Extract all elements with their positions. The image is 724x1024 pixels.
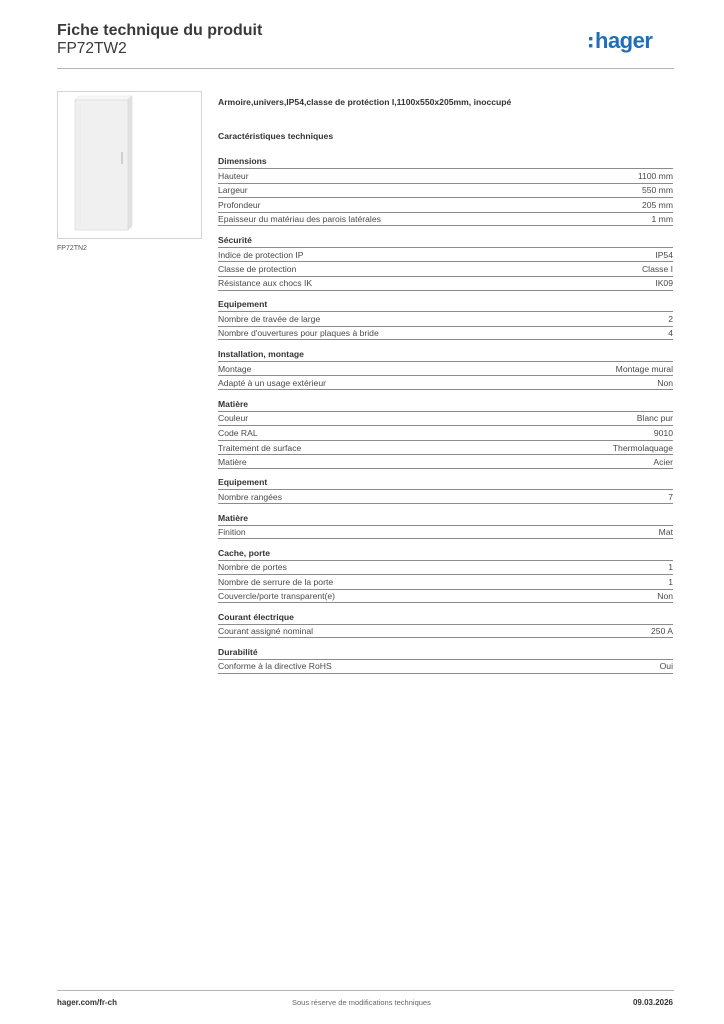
section-title: Equipement <box>218 299 268 310</box>
spec-section <box>218 647 673 674</box>
spec-label: Traitement de surface <box>218 442 302 453</box>
image-caption: FP72TN2 <box>57 245 87 252</box>
spec-value: Acier <box>653 456 673 467</box>
spec-value: 4 <box>668 328 673 339</box>
spec-section <box>218 156 673 226</box>
spec-label: Hauteur <box>218 170 249 181</box>
spec-value: 2 <box>668 313 673 324</box>
spec-section <box>218 477 673 504</box>
spec-label: Résistance aux chocs IK <box>218 278 313 289</box>
spec-label: Classe de protection <box>218 264 297 275</box>
spec-label: Adapté à un usage extérieur <box>218 377 326 388</box>
spec-value: 1 mm <box>651 214 673 225</box>
spec-value: 250 A <box>651 626 673 637</box>
spec-value: Non <box>657 377 673 388</box>
spec-label: Epaisseur du matériau des parois latérales <box>218 214 381 225</box>
spec-row <box>218 276 673 291</box>
spec-section <box>218 399 673 469</box>
spec-value: Blanc pur <box>636 413 673 424</box>
spec-label: Montage <box>218 363 252 374</box>
spec-row <box>218 212 673 227</box>
spec-label: Conforme à la directive RoHS <box>218 661 332 672</box>
spec-row <box>218 489 673 504</box>
spec-section <box>218 349 673 390</box>
specification-sections <box>218 156 673 682</box>
spec-value: 1 <box>668 562 673 573</box>
spec-label: Nombre de portes <box>218 562 287 573</box>
spec-section <box>218 548 673 604</box>
technical-characteristics-title: Caractéristiques techniques <box>218 131 334 141</box>
product-reference: FP72TW2 <box>57 40 127 57</box>
section-title: Installation, montage <box>218 348 304 359</box>
spec-section <box>218 299 673 340</box>
section-title: Sécurité <box>218 234 252 245</box>
spec-value: 550 mm <box>641 185 673 196</box>
spec-label: Nombre de travée de large <box>218 313 321 324</box>
spec-row <box>218 361 673 376</box>
spec-label: Matière <box>218 456 247 467</box>
spec-row <box>218 574 673 589</box>
spec-row <box>218 525 673 540</box>
spec-value: Oui <box>659 661 673 672</box>
spec-row <box>218 261 673 276</box>
cabinet-illustration <box>58 92 201 238</box>
spec-row <box>218 589 673 604</box>
spec-row <box>218 311 673 326</box>
spec-row <box>218 183 673 198</box>
spec-value: IK09 <box>655 278 673 289</box>
header-divider <box>57 68 674 69</box>
section-title: Courant électrique <box>218 611 294 622</box>
spec-row <box>218 659 673 674</box>
spec-section <box>218 235 673 291</box>
spec-value: 1100 mm <box>637 170 673 181</box>
spec-row <box>218 560 673 575</box>
footer-note: Sous réserve de modifications techniques <box>292 998 431 1007</box>
spec-value: Thermolaquage <box>612 442 673 453</box>
spec-label: Indice de protection IP <box>218 249 304 260</box>
spec-row <box>218 440 673 455</box>
spec-label: Finition <box>218 526 246 537</box>
spec-value: Montage mural <box>615 363 673 374</box>
spec-row <box>218 425 673 440</box>
spec-row <box>218 247 673 262</box>
spec-section <box>218 513 673 540</box>
spec-value: Mat <box>658 526 673 537</box>
spec-label: Couvercle/porte transparent(e) <box>218 591 336 602</box>
spec-label: Profondeur <box>218 199 261 210</box>
spec-label: Courant assigné nominal <box>218 626 314 637</box>
spec-label: Couleur <box>218 413 249 424</box>
spec-section <box>218 612 673 639</box>
spec-row <box>218 168 673 183</box>
product-image <box>57 91 202 239</box>
spec-label: Nombre de serrure de la porte <box>218 576 334 587</box>
section-title: Cache, porte <box>218 547 271 558</box>
spec-row <box>218 411 673 426</box>
section-title: Matière <box>218 512 249 523</box>
footer-website: hager.com/fr-ch <box>57 998 118 1007</box>
spec-value: IP54 <box>655 249 673 260</box>
spec-label: Nombre d'ouvertures pour plaques à bride <box>218 328 379 339</box>
spec-row <box>218 197 673 212</box>
spec-value: 1 <box>668 576 673 587</box>
product-description: Armoire,univers,IP54,classe de protéction I,1100x550x205mm, inoccupé <box>218 97 512 107</box>
footer-date: 09.03.2026 <box>632 998 673 1007</box>
spec-row <box>218 375 673 390</box>
spec-label: Code RAL <box>218 427 258 438</box>
spec-value: Classe I <box>641 264 673 275</box>
section-title: Dimensions <box>218 156 267 166</box>
spec-row <box>218 624 673 639</box>
spec-value: 7 <box>668 491 673 502</box>
section-title: Durabilité <box>218 646 258 657</box>
spec-row <box>218 326 673 341</box>
footer-divider <box>57 990 674 991</box>
spec-value: 9010 <box>653 427 673 438</box>
spec-value: 205 mm <box>641 199 673 210</box>
section-title: Equipement <box>218 477 268 488</box>
svg-text:hager: hager <box>595 28 653 53</box>
section-title: Matière <box>218 398 249 409</box>
spec-value: Non <box>657 591 673 602</box>
page-title: Fiche technique du produit <box>57 22 263 39</box>
spec-label: Nombre rangées <box>218 491 283 502</box>
spec-row <box>218 454 673 469</box>
hager-logo <box>589 28 679 56</box>
spec-label: Largeur <box>218 185 248 196</box>
